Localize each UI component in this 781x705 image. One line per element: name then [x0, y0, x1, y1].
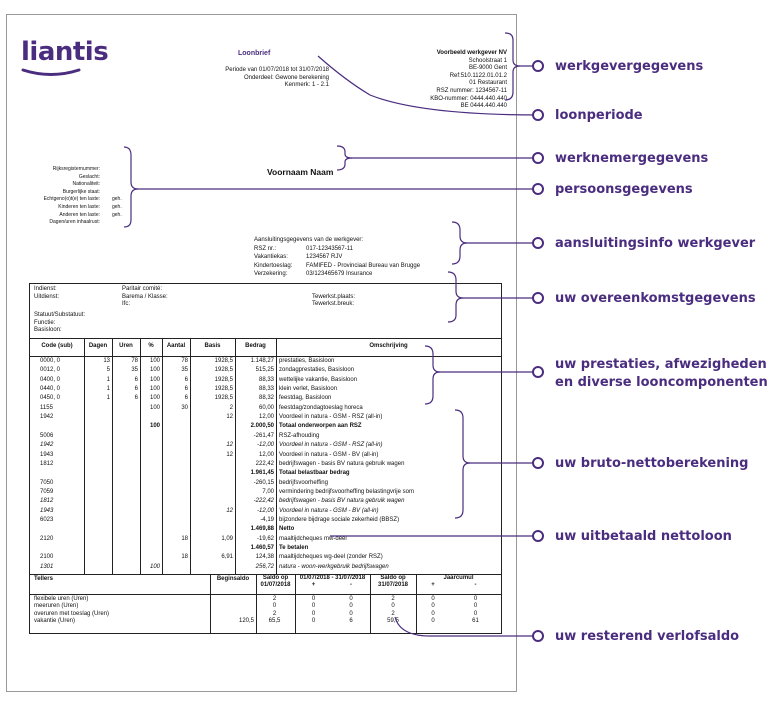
counter-cell-saldo1: 0 — [272, 603, 277, 610]
table-cell-uren: 35 — [131, 367, 138, 374]
table-cell-bedrag: 2.000,50 — [250, 423, 274, 430]
callout-werkgevergegevens: werkgevergegevens — [555, 59, 704, 74]
callout-persoonsgegevens: persoonsgegevens — [555, 182, 693, 197]
table-cell-bedrag: -260,15 — [253, 479, 274, 486]
table-cell-basis: 1928,5 — [214, 358, 233, 364]
callout-loonperiode: loonperiode — [555, 108, 643, 123]
counter-cell-jminus: 61 — [472, 617, 479, 624]
column-header: Code (sub) — [41, 343, 73, 349]
table-cell-bedrag: 12,00 — [258, 414, 274, 421]
counter-header: Beginsaldo — [216, 576, 250, 582]
table-cell-omschr: Te betalen — [279, 545, 309, 551]
table-cell-basis: 6,91 — [221, 554, 233, 561]
table-cell-uren: 6 — [134, 376, 138, 383]
counter-cell-jminus: 0 — [473, 596, 478, 602]
employer-line: BE 0444.440.440 — [460, 103, 507, 110]
table-cell-bedrag: 256,72 — [255, 563, 274, 570]
table-cell-bedrag: -4,19 — [260, 516, 274, 523]
callout-nettoloon: uw uitbetaald nettoloon — [555, 529, 732, 544]
table-cell-pct: 100 — [149, 358, 160, 364]
employer-line: RSZ nummer: 1234567-11 — [436, 87, 507, 94]
contract-label: Statuut/Substatuut: — [34, 312, 86, 318]
callout-bullet-icon — [532, 237, 544, 249]
table-cell-code: 2100 — [40, 554, 54, 561]
column-header: Uren — [119, 343, 133, 349]
personal-label: Geslacht: — [78, 173, 100, 180]
column-header: Bedrag — [245, 343, 266, 349]
counter-cell-plus: 0 — [311, 617, 316, 624]
table-cell-omschr: zondagprestaties, Basisloon — [279, 367, 355, 374]
table-cell-pct: 100 — [149, 404, 160, 411]
counter-cell-plus: 0 — [311, 596, 316, 602]
table-cell-omschr: maaltijdcheques wg-deel (zonder RSZ) — [279, 554, 383, 561]
table-cell-code: 1155 — [40, 404, 53, 411]
callout-overeenkomstgegevens: uw overeenkomstgegevens — [555, 291, 756, 306]
callout-werknemergegevens: werknemergegevens — [555, 151, 709, 166]
table-cell-omschr: wettelijke vakantie, Basisloon — [279, 376, 358, 383]
counter-cell-minus: 0 — [349, 610, 353, 617]
table-cell-pct: 100 — [149, 395, 160, 402]
counter-cell-plus: 0 — [311, 603, 316, 610]
counter-cell-saldo2: 0 — [391, 603, 395, 610]
counter-cell-saldo2: 59,5 — [387, 617, 399, 624]
table-cell-basis: 1,09 — [221, 535, 233, 542]
contract-label: Barema / Klasse: — [122, 293, 168, 300]
table-cell-dagen: 1 — [106, 386, 110, 393]
table-cell-omschr: Voordeel in natura - GSM - RSZ (all-in) — [279, 442, 383, 449]
callout-bullet-icon — [532, 530, 544, 542]
counter-header: Jaarcumul — [443, 575, 474, 581]
table-cell-pct: 100 — [149, 367, 160, 374]
contract-label: Paritair comité: — [122, 286, 163, 292]
personal-label: Anderen ten laste: — [59, 211, 100, 218]
employer-name: Voorbeeld werkgever NV — [436, 50, 507, 56]
table-cell-code: 0400, 0 — [40, 376, 61, 383]
contract-label: Functie: — [34, 319, 56, 326]
table-cell-pct: 100 — [149, 423, 160, 430]
table-cell-omschr: Voordeel in natura - GSM - BV (all-in) — [279, 451, 379, 458]
employer-line: KBO-nummer: 0444.440.440 — [430, 95, 507, 102]
callout-bruto-netto: uw bruto-nettoberekening — [555, 456, 749, 471]
section-line: Onderdeel: Gewone berekening — [243, 74, 329, 81]
personal-value: geh. — [112, 196, 122, 203]
table-cell-aantal: 30 — [181, 404, 188, 411]
table-cell-uren: 6 — [134, 395, 138, 402]
counter-cell-label: vakantie (Uren) — [34, 617, 76, 624]
table-cell-pct: 100 — [149, 386, 160, 393]
counter-cell-saldo2: 2 — [391, 610, 395, 617]
counter-cell-saldo1: 2 — [272, 596, 277, 602]
table-cell-aantal: 78 — [181, 358, 188, 364]
counter-header: - — [474, 582, 477, 588]
counter-cell-label: overuren met toeslag (Uren) — [34, 610, 110, 617]
table-cell-omschr: bedrijfswagen - basis BV natura gebruik wagen — [279, 460, 405, 467]
table-cell-omschr: Totaal belastbaar bedrag — [279, 470, 350, 477]
counter-cell-jminus: 0 — [473, 610, 478, 617]
reference-line: Kenmerk: 1 - 2.1 — [284, 82, 329, 89]
counter-header: - — [350, 582, 352, 588]
table-cell-omschr: feestdag/zondagtoeslag horeca — [279, 404, 363, 411]
employer-line: Ref:510.1122.01.01.2 — [449, 72, 507, 79]
counter-cell-saldo2: 2 — [391, 596, 395, 602]
table-cell-code: 1942 — [40, 442, 54, 449]
table-cell-bedrag: 515,25 — [255, 367, 274, 374]
counter-header: + — [311, 582, 316, 588]
callout-bullet-icon — [532, 630, 544, 642]
contract-label: Tewerkst.breuk: — [312, 301, 355, 307]
table-cell-omschr: maaltijdcheques mw-deel — [279, 535, 347, 542]
counter-header: 31/07/2018 — [377, 582, 409, 588]
personal-label: Dagen/uren inhaalrust: — [49, 219, 100, 226]
personal-label: Echtgeno(o)t(e) ten laste: — [43, 196, 100, 203]
table-cell-omschr: Netto — [279, 526, 295, 533]
table-cell-omschr: bijzondere bijdrage sociale zekerheid (BBSZ) — [279, 516, 400, 523]
table-cell-dagen: 13 — [103, 358, 110, 364]
table-cell-code: 0440, 0 — [40, 386, 61, 393]
table-cell-code: 0000, 0 — [40, 358, 61, 364]
counter-cell-label: flexibele uren (Uren) — [34, 596, 89, 602]
personal-value: geh. — [112, 211, 122, 218]
personal-label: Burgerlijke staat: — [62, 188, 100, 195]
counter-cell-label: meeruren (Uren) — [34, 603, 79, 610]
counter-cell-saldo1: 2 — [272, 610, 277, 617]
table-cell-aantal: 6 — [184, 386, 188, 393]
counter-header: + — [431, 582, 435, 588]
counter-header: 01/07/2018 — [260, 582, 291, 588]
affiliation-label: Verzekering: — [254, 271, 288, 277]
table-cell-code: 5006 — [40, 432, 54, 439]
callout-bullet-icon — [532, 183, 544, 195]
table-cell-omschr: Totaal onderworpen aan RSZ — [279, 423, 362, 430]
table-cell-bedrag: 88,33 — [258, 376, 274, 383]
table-cell-pct: 100 — [149, 376, 160, 383]
counter-cell-jminus: 0 — [473, 603, 478, 610]
counter-cell-minus: 6 — [349, 617, 353, 624]
employer-line: 01 Restaurant — [469, 80, 507, 87]
callout-bullet-icon — [532, 292, 544, 304]
affiliation-value: 017-12343567-11 — [306, 245, 353, 252]
affiliation-label: Kindertoeslag: — [254, 262, 293, 269]
callout-prestaties-line1: uw prestaties, afwezigheden — [555, 357, 767, 372]
personal-label: Rijksregisternummer: — [52, 166, 100, 172]
table-cell-bedrag: 1.460,57 — [250, 545, 274, 551]
table-cell-bedrag: -12,00 — [256, 442, 274, 449]
employee-name: Voornaam Naam — [267, 167, 334, 177]
personal-label: Nationaliteit: — [72, 181, 100, 188]
table-cell-bedrag: 1.469,88 — [250, 526, 274, 533]
table-cell-uren: 78 — [131, 358, 138, 364]
contract-label: Basisloon: — [34, 327, 62, 333]
table-cell-code: 1301 — [40, 563, 54, 570]
table-cell-basis: 12 — [226, 507, 233, 514]
table-cell-code: 1943 — [40, 507, 54, 514]
counter-cell-jplus: 0 — [431, 596, 435, 602]
callout-bullet-icon — [532, 366, 544, 378]
table-cell-aantal: 18 — [181, 554, 188, 561]
table-cell-uren: 6 — [134, 386, 138, 393]
contract-label: Uitdienst: — [34, 293, 60, 300]
table-cell-omschr: RSZ-afhouding — [279, 432, 320, 439]
counter-header: Saldo op — [380, 575, 406, 581]
table-cell-basis: 12 — [226, 442, 233, 449]
affiliation-title: Aansluitingsgegevens van de werkgever: — [254, 237, 364, 243]
personal-label: Kinderen ten laste: — [58, 203, 100, 210]
callout-bullet-icon — [532, 109, 544, 121]
table-cell-basis: 12 — [226, 451, 233, 458]
affiliation-label: Vakantiekas: — [254, 254, 288, 260]
table-cell-bedrag: 7,00 — [262, 488, 274, 495]
table-cell-bedrag: 12,00 — [258, 451, 274, 458]
employer-line: Schoolstraat 1 — [468, 57, 507, 64]
table-cell-bedrag: 88,32 — [258, 395, 274, 402]
table-cell-aantal: 18 — [181, 535, 188, 542]
table-cell-bedrag: 60,00 — [258, 404, 274, 411]
counter-cell-jplus: 0 — [431, 603, 435, 610]
counter-cell-jplus: 0 — [431, 617, 435, 624]
table-cell-dagen: 1 — [106, 376, 110, 383]
table-cell-code: 7059 — [40, 488, 54, 495]
table-cell-omschr: klein verlet, Basisloon — [279, 386, 338, 393]
table-cell-basis: 1928,5 — [214, 376, 233, 383]
table-cell-omschr: Voordeel in natura - GSM - BV (all-in) — [279, 507, 379, 514]
column-header: Omschrijving — [369, 343, 408, 349]
table-cell-code: 1812 — [40, 460, 54, 467]
affiliation-value: 03/123465679 Insurance — [306, 271, 373, 277]
table-cell-dagen: 1 — [106, 395, 110, 402]
table-cell-omschr: natura - woon-werkgebruik bedrijfswagen — [279, 563, 389, 570]
column-header: Dagen — [88, 343, 108, 349]
table-cell-pct: 100 — [149, 563, 160, 570]
affiliation-label: RSZ nr.: — [254, 245, 277, 252]
table-cell-code: 1943 — [40, 451, 54, 458]
table-cell-dagen: 5 — [106, 367, 110, 374]
table-cell-basis: 1928,5 — [214, 367, 233, 374]
table-cell-omschr: Voordeel in natura - GSM - RSZ (all-in) — [279, 414, 383, 421]
contract-label: Tewerkst.plaats: — [312, 293, 356, 300]
callout-bullet-icon — [532, 152, 544, 164]
table-cell-bedrag: 88,33 — [258, 386, 274, 393]
counter-cell-minus: 0 — [349, 603, 353, 610]
table-cell-bedrag: -222,42 — [253, 498, 274, 505]
callout-bullet-icon — [532, 457, 544, 469]
table-cell-code: 7050 — [40, 479, 54, 486]
counter-cell-saldo1: 65,5 — [268, 617, 281, 624]
table-cell-bedrag: -261,47 — [253, 432, 274, 439]
table-cell-basis: 12 — [226, 414, 233, 421]
counter-cell-begin: 120,5 — [238, 617, 254, 624]
table-cell-code: 0012, 0 — [40, 367, 61, 374]
table-cell-code: 1942 — [40, 414, 54, 421]
table-cell-bedrag: 1.148,27 — [250, 358, 274, 364]
table-cell-omschr: feestdag, Basisloon — [279, 395, 332, 402]
counter-header: 01/07/2018 - 31/07/2018 — [299, 575, 366, 581]
period-line: Periode van 01/07/2018 tot 31/07/2018 — [225, 67, 329, 73]
affiliation-value: FAMIFED - Provinciaal Bureau van Brugge — [306, 262, 421, 269]
table-cell-omschr: vermindering bedrijfsvoorheffing belastingvrije som — [279, 488, 414, 495]
column-header: % — [148, 343, 154, 349]
table-cell-bedrag: 222,42 — [255, 460, 274, 467]
counter-cell-minus: 0 — [349, 596, 353, 602]
employer-line: BE-9000 Gent — [468, 65, 507, 72]
table-cell-omschr: prestaties, Basisloon — [279, 358, 335, 364]
table-cell-bedrag: 1.961,45 — [250, 470, 274, 477]
payslip-title: Loonbrief — [238, 50, 271, 57]
table-cell-aantal: 35 — [181, 367, 188, 374]
callout-bullet-icon — [532, 60, 544, 72]
table-cell-basis: 1928,5 — [214, 386, 233, 393]
table-cell-code: 2120 — [40, 535, 54, 542]
table-cell-omschr: bedrijfswagen - basis BV natura gebruik wagen — [279, 498, 405, 505]
table-cell-bedrag: -19,62 — [256, 535, 274, 542]
callout-verlofsaldo: uw resterend verlofsaldo — [555, 629, 740, 644]
table-cell-aantal: 6 — [184, 395, 188, 402]
table-cell-code: 0450, 0 — [40, 395, 61, 402]
personal-value: geh. — [112, 203, 122, 210]
table-cell-code: 6023 — [40, 516, 54, 523]
column-header: Aantal — [166, 343, 186, 349]
table-cell-aantal: 6 — [184, 376, 188, 383]
column-header: Basis — [204, 343, 221, 349]
counter-cell-jplus: 0 — [431, 610, 435, 617]
affiliation-value: 1234567 RJV — [306, 254, 343, 260]
contract-label: Ifc: — [122, 301, 131, 307]
table-cell-bedrag: -12,00 — [256, 507, 274, 514]
liantis-logo: liantis — [21, 37, 109, 67]
counter-header: Tellers — [34, 576, 53, 582]
table-cell-basis: 2 — [229, 404, 233, 411]
table-cell-basis: 1928,5 — [214, 395, 233, 402]
table-cell-bedrag: 124,38 — [255, 554, 274, 561]
table-cell-omschr: bedrijfsvoorheffing — [279, 479, 328, 486]
contract-label: Indienst: — [34, 286, 57, 292]
callout-prestaties-line2: en diverse looncomponenten — [555, 375, 768, 390]
counter-cell-plus: 0 — [311, 610, 316, 617]
callout-aansluitingsinfo: aansluitingsinfo werkgever — [555, 236, 756, 251]
counter-header: Saldo op — [262, 575, 289, 581]
table-cell-code: 1812 — [40, 498, 54, 505]
